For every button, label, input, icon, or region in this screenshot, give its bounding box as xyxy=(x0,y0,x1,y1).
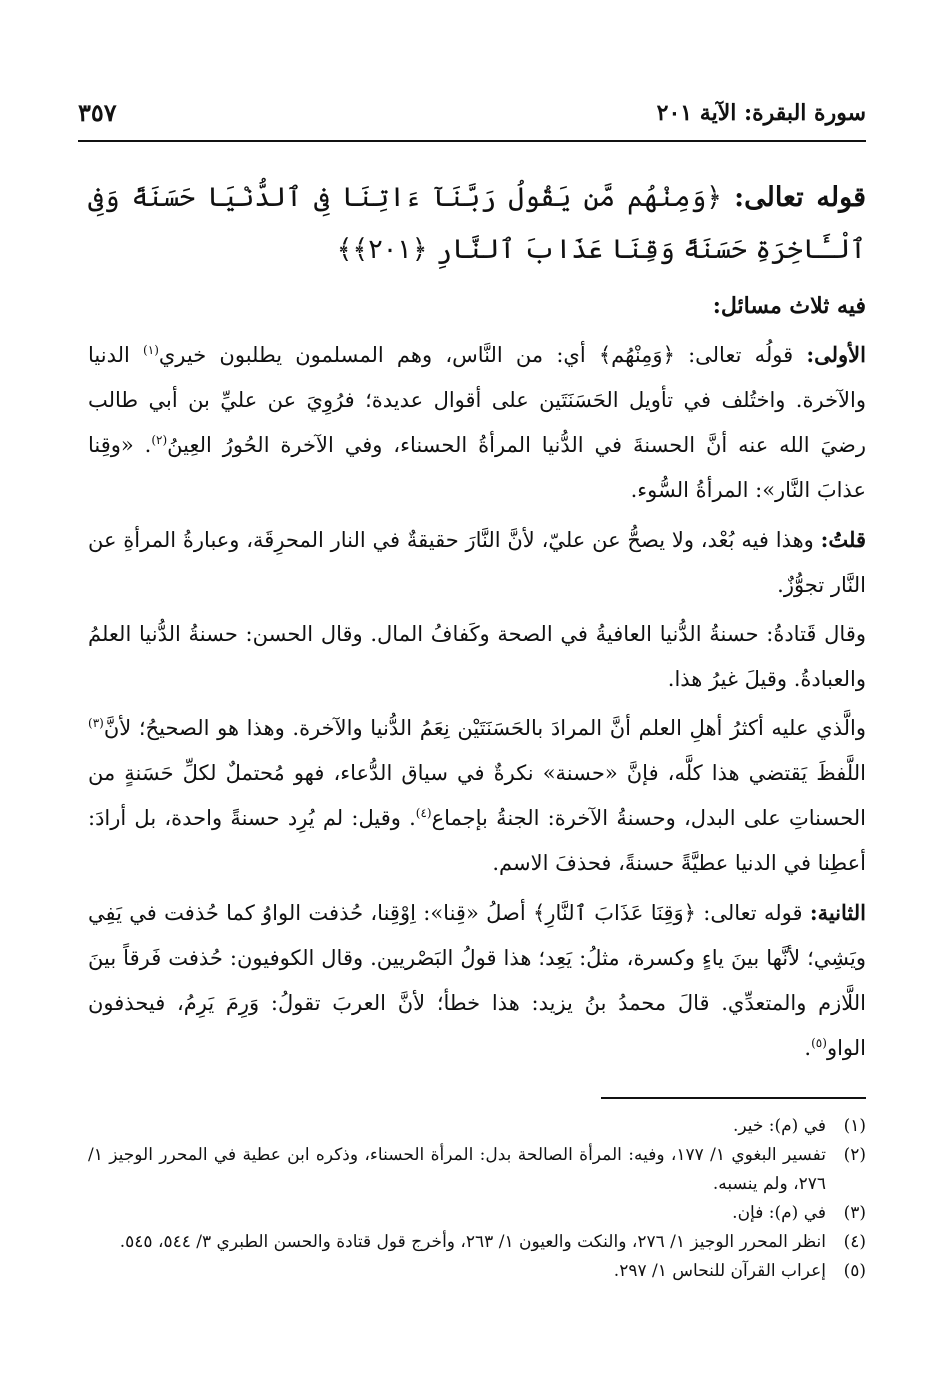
footnote xyxy=(88,1228,866,1257)
footnote-number: (٣) xyxy=(843,1203,866,1223)
paragraph-text: . «وقِنا عذابَ النَّار»: المرأةُ السُّوء. xyxy=(88,433,866,502)
footnote-number: (٥) xyxy=(843,1261,866,1281)
section-intro: فيه ثلاث مسائل: xyxy=(712,293,866,319)
paragraph-text: اللَّفظَ يَقتضي هذا كلَّه، فإنَّ «حسنة» نكرةٌ في سياق الدُّعاء، فهو مُحتملٌ لكلِّ حَسَنةٍ من الحسناتِ على البدل، وحسنةُ الآخرة: الجنةُ بإجماع xyxy=(88,761,866,830)
verse-text: ﴿وَمِنْهُم مَّن يَقُولُ رَبَّنَآ ءَاتِنَا فِى ٱلدُّنْيَا حَسَنَةً وَفِى ٱلْـَٔاخِرَةِ حَسَنَةً وَقِنَا عَذَابَ ٱلنَّارِ ﴿٢٠١﴾﴾ xyxy=(88,182,866,265)
footnote xyxy=(88,1199,866,1228)
paragraph-lead: الأولى: xyxy=(806,342,866,367)
footnote-text: إعراب القرآن للنحاس ١/ ٢٩٧. xyxy=(613,1261,826,1281)
footnote-ref: (٤) xyxy=(415,806,432,820)
footnote-number: (٢) xyxy=(843,1145,866,1165)
footnotes xyxy=(88,1112,866,1286)
footnote-text: في (م): خير. xyxy=(732,1116,826,1136)
paragraph-text: والَّذي عليه أكثرُ أهلِ العلم أنَّ المرادَ بالحَسَنَتَيْن نِعَمُ الدُّنيا والآخرة. وهذا هو الصحيحُ؛ لأنَّ xyxy=(103,716,866,740)
page-number: ٣٥٧ xyxy=(78,98,117,127)
running-title: سورة البقرة: الآية ٢٠١ xyxy=(656,100,866,126)
footnote xyxy=(88,1112,866,1141)
paragraph-first-issue xyxy=(88,332,866,513)
paragraph-lead: قلتُ: xyxy=(820,527,866,552)
footnote-ref: (٥) xyxy=(811,1036,827,1050)
paragraph-text: وقال قَتادةُ: حسنةُ الدُّنيا العافيةُ في الصحة وكَفافُ المال. وقال الحسن: حسنةُ الدُّنيا العلمُ والعبادةُ. وقيلَ غيرُ هذا. xyxy=(88,622,866,691)
footnote-ref: (٣) xyxy=(88,716,104,730)
page-body xyxy=(88,172,866,1075)
footnote-ref: (١) xyxy=(143,343,159,357)
paragraph-text: . xyxy=(804,1036,812,1060)
paragraph-majority-view xyxy=(88,706,866,886)
footnote xyxy=(88,1257,866,1286)
footnote-text: تفسير البغوي ١/ ١٧٧، وفيه: المرأة الصالحة بدل: المرأة الحسناء، وذكره ابن عطية في المحرر الوجيز ١/ ٢٧٦، ولم ينسبه. xyxy=(88,1145,827,1194)
paragraph-qatada xyxy=(88,612,866,702)
paragraph-lead: الثانية: xyxy=(809,900,866,925)
paragraph-text: قولُه تعالى: ﴿وَمِنْهُم﴾ أي: من النَّاس، وهم المسلمون يطلبون خيري xyxy=(158,343,794,367)
footnote-text: انظر المحرر الوجيز ١/ ٢٧٦، والنكت والعيون ١/ ٢٦٣، وأخرج قول قتادة والحسن الطبري ٣/ ٥٤٤، ٥٤٥. xyxy=(119,1232,826,1252)
paragraph-text: وهذا فيه بُعْد، ولا يصحُّ عن عليّ، لأنَّ النَّارَ حقيقةٌ في النار المحرِقَة، وعبارةُ المرأةِ عن النَّار تجوُّزٌ. xyxy=(88,528,866,597)
paragraph-text: قوله تعالى: ﴿وَقِنَا عَذَابَ ٱلنَّارِ﴾ أصلُ «قِنا»: اِوْقِنا، حُذفت الواوُ كما حُذفت في يَفِي ويَشِي؛ لأنَّها بينَ ياءٍ وكسرة، مثلُ: يَعِد؛ هذا قولُ البَصْريين. وقال الكوفيون: حُذفت فَرقاً بينَ اللَّازم والمتعدِّي. قالَ محمدُ بنُ يزيد: هذا خطأ؛ لأنَّ العربَ تقولُ: وَرِمَ يَرِمُ، فيحذفون الواو xyxy=(88,901,866,1060)
footnote-ref: (٢) xyxy=(151,433,168,447)
footnote-number: (١) xyxy=(843,1116,866,1136)
paragraph-text: الدنيا والآخرة. واختُلف في تأويل الحَسَنَتَين على أقوال عديدة؛ فرُوِيَ عن عليِّ بن أبي طالب رضيَ الله عنه أنَّ الحسنةَ في الدُّنيا المرأةُ الحسناء، وفي الآخرة الحُورُ العِينُ xyxy=(88,343,866,457)
paragraph-second-issue xyxy=(88,890,866,1071)
verse-lead: قوله تعالى: xyxy=(734,182,866,213)
verse-heading xyxy=(88,172,866,276)
footnote-text: في (م): فإن. xyxy=(732,1203,826,1223)
footnote-number: (٤) xyxy=(843,1232,866,1252)
footnote xyxy=(88,1141,866,1199)
footnote-divider xyxy=(601,1097,866,1099)
paragraph-text: . وقيل: لم يُرِد حسنةً واحدة، بل أرادَ: أعطِنا في الدنيا عطيَّةً حسنةً، فحذفَ الاسم. xyxy=(88,806,866,875)
paragraph-comment xyxy=(88,517,866,608)
page-header xyxy=(78,96,866,142)
